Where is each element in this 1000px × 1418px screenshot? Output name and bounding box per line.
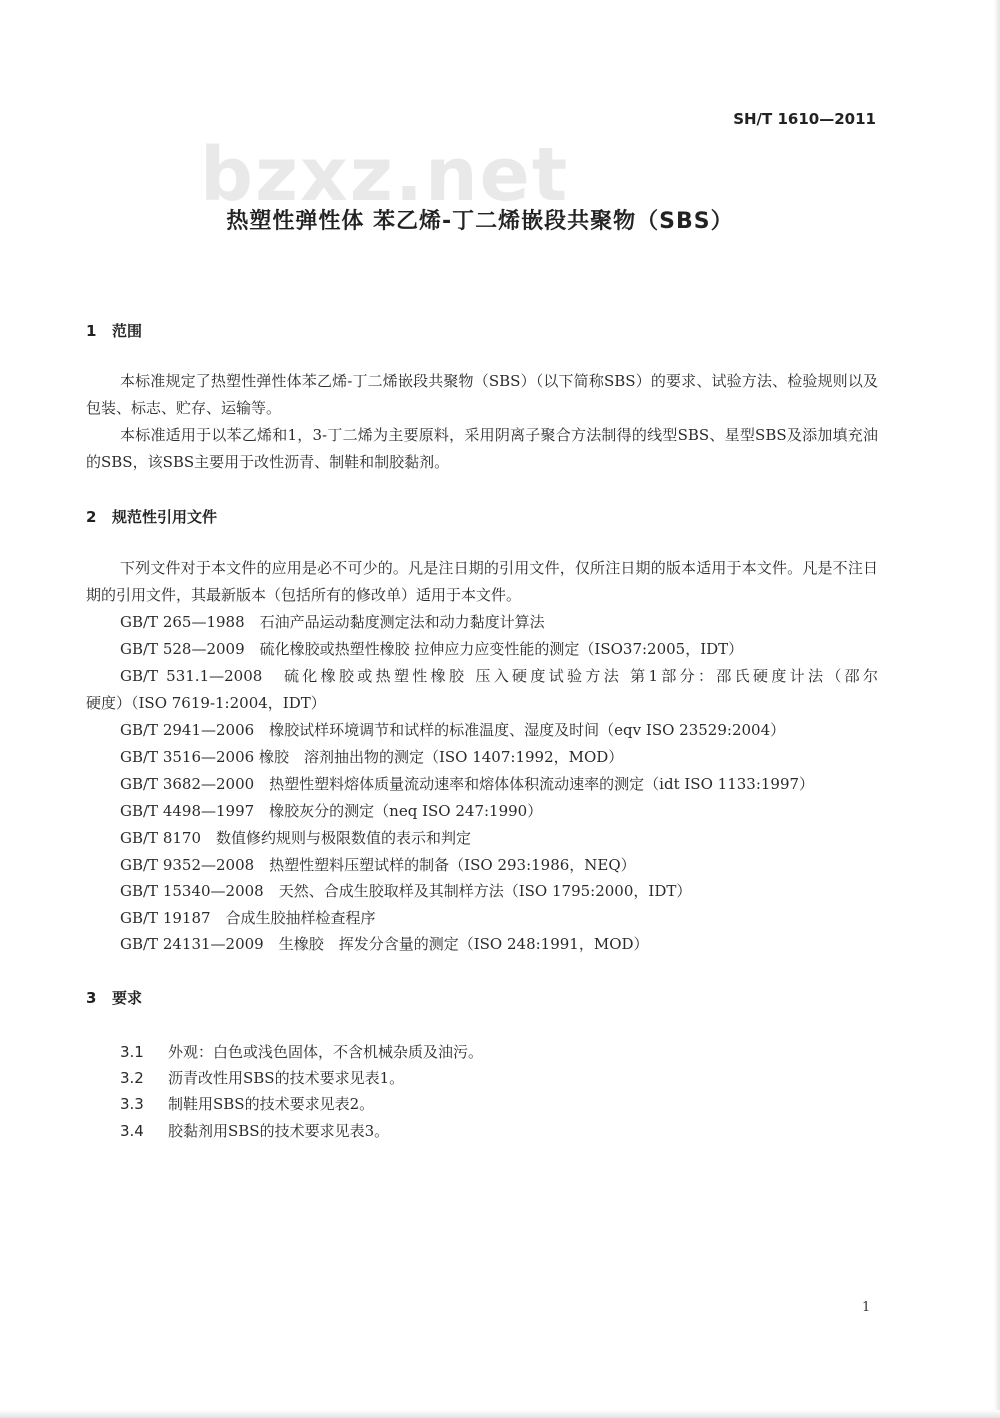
reference-item: GB/T 9352—2008 热塑性塑料压塑试样的制备（ISO 293:1986，NEQ）	[120, 856, 636, 874]
page-number: 1	[862, 1300, 871, 1315]
requirement-number: 3.4	[120, 1122, 144, 1140]
reference-item: GB/T 4498—1997 橡胶灰分的测定（neq ISO 247:1990）	[120, 802, 543, 820]
reference-item-line-1: GB/T 531.1—2008 硫化橡胶或热塑性橡胶 压入硬度试验方法 第1部分：邵氏硬度计法（邵尔	[120, 667, 878, 685]
requirement-text: 胶黏剂用SBS的技术要求见表3。	[168, 1122, 390, 1140]
requirement-item	[120, 1039, 483, 1066]
requirement-text: 沥青改性用SBS的技术要求见表1。	[168, 1069, 405, 1087]
requirement-number: 3.2	[120, 1069, 144, 1087]
reference-item: GB/T 265—1988 石油产品运动黏度测定法和动力黏度计算法	[120, 613, 545, 631]
section-title: 要求	[112, 989, 143, 1007]
reference-item: GB/T 15340—2008 天然、合成生胶取样及其制样方法（ISO 1795:2000，IDT）	[120, 882, 692, 900]
requirement-number: 3.3	[120, 1095, 144, 1113]
standard-code: SH/T 1610—2011	[733, 110, 876, 128]
section-number: 2	[86, 508, 97, 526]
requirement-item	[120, 1091, 374, 1118]
requirement-text: 制鞋用SBS的技术要求见表2。	[168, 1095, 375, 1113]
requirement-number: 3.1	[120, 1043, 144, 1061]
document-title: 热塑性弹性体 苯乙烯-丁二烯嵌段共聚物（SBS）	[226, 209, 734, 234]
section-title: 范围	[112, 322, 143, 340]
reference-item-wrapped	[86, 663, 878, 717]
page-bottom-shadow	[0, 1410, 1000, 1418]
reference-item: GB/T 528—2009 硫化橡胶或热塑性橡胶 拉伸应力应变性能的测定（ISO37:2005，IDT）	[120, 640, 744, 658]
requirement-item	[120, 1065, 404, 1092]
scope-paragraph-2: 本标准适用于以苯乙烯和1，3-丁二烯为主要原料，采用阴离子聚合方法制得的线型SBS、星型SBS及添加填充油的SBS，该SBS主要用于改性沥青、制鞋和制胶黏剂。	[86, 426, 878, 471]
reference-item-line-2: 硬度）（ISO 7619-1:2004，IDT）	[86, 694, 326, 712]
scope-paragraph-1: 本标准规定了热塑性弹性体苯乙烯-丁二烯嵌段共聚物（SBS）（以下简称SBS）的要求、试验方法、检验规则以及包装、标志、贮存、运输等。	[86, 372, 878, 417]
reference-item: GB/T 24131—2009 生橡胶 挥发分含量的测定（ISO 248:1991，MOD）	[120, 935, 649, 953]
watermark: bzxz.net	[200, 132, 570, 218]
reference-item: GB/T 3682—2000 热塑性塑料熔体质量流动速率和熔体体积流动速率的测定（idt ISO 1133:1997）	[120, 775, 815, 793]
section-heading-1	[86, 320, 142, 341]
normative-intro: 下列文件对于本文件的应用是必不可少的。凡是注日期的引用文件，仅所注日期的版本适用于本文件。凡是不注日期的引用文件，其最新版本（包括所有的修改单）适用于本文件。	[86, 559, 878, 604]
section-heading-3	[86, 987, 142, 1008]
reference-item: GB/T 19187 合成生胶抽样检查程序	[120, 909, 376, 927]
section-heading-2	[86, 506, 217, 527]
reference-item: GB/T 2941—2006 橡胶试样环境调节和试样的标准温度、湿度及时间（eqv ISO 23529:2004）	[120, 721, 786, 739]
requirement-item	[120, 1118, 389, 1145]
reference-item: GB/T 3516—2006 橡胶 溶剂抽出物的测定（ISO 1407:1992，MOD）	[120, 748, 624, 766]
reference-item: GB/T 8170 数值修约规则与极限数值的表示和判定	[120, 829, 472, 847]
section-number: 3	[86, 989, 97, 1007]
page-edge-shadow	[994, 0, 1000, 1418]
requirement-text: 外观：白色或浅色固体，不含机械杂质及油污。	[168, 1043, 484, 1061]
section-title: 规范性引用文件	[112, 508, 218, 526]
section-number: 1	[86, 322, 97, 340]
